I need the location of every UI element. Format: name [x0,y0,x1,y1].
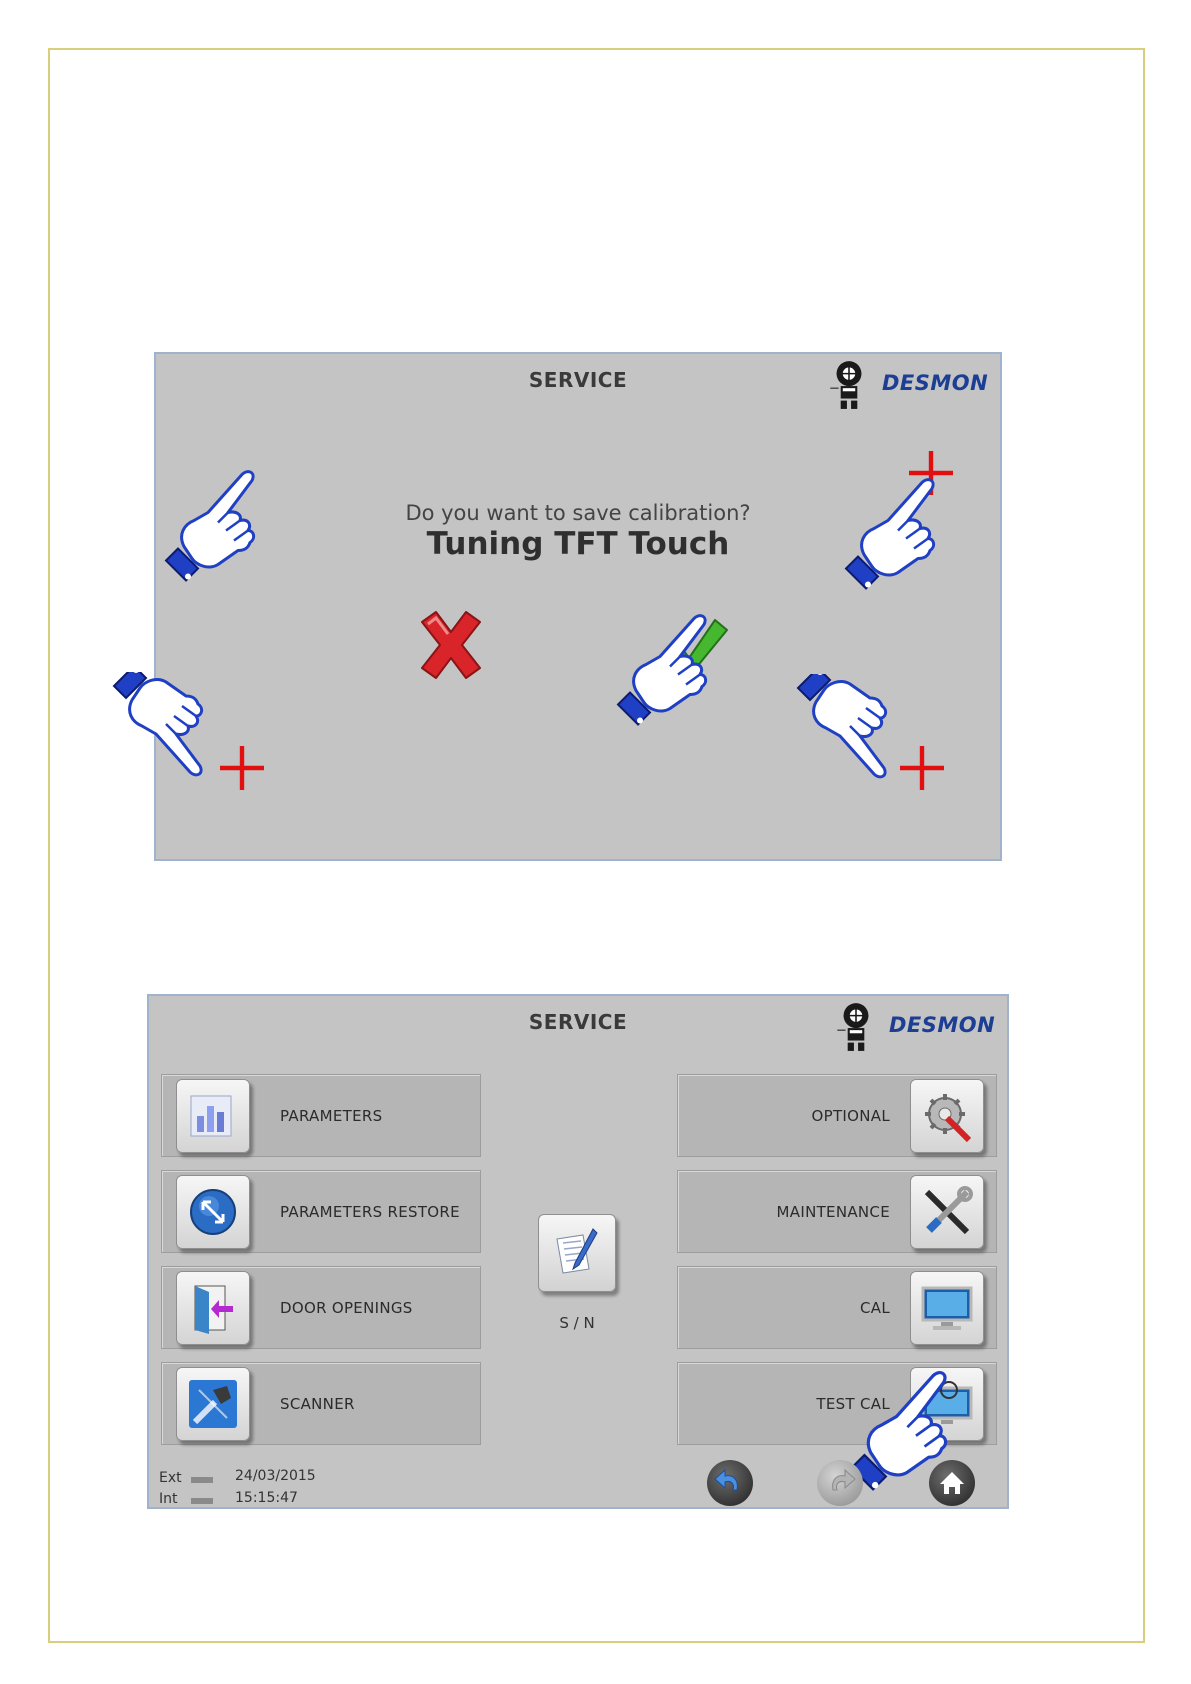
back-icon [707,1460,753,1506]
date-display: 24/03/2015 [235,1468,316,1484]
red-x-icon[interactable] [414,608,488,682]
desmon-logo [824,357,994,411]
forward-button[interactable] [817,1460,863,1506]
desmon-logo [831,999,1001,1053]
logo-text: DESMON [889,1013,996,1037]
button-label: SCANNER [280,1395,355,1413]
desmon-mascot-icon [824,357,874,411]
gear-wrench-icon [910,1079,984,1153]
button-label: MAINTENANCE [776,1203,890,1221]
maintenance-button[interactable] [677,1170,997,1253]
ext-label: Ext [159,1470,182,1486]
button-label: DOOR OPENINGS [280,1299,413,1317]
serial-number-label: S / N [559,1314,595,1332]
home-icon [929,1460,975,1506]
button-label: PARAMETERS RESTORE [280,1203,460,1221]
notebook-icon [549,1225,605,1281]
crosshair-bottom-left[interactable] [220,746,264,790]
forward-icon [817,1460,863,1506]
calibration-question: Do you want to save calibration? [405,501,751,525]
door-openings-button[interactable] [161,1266,481,1349]
pointing-hand-icon [610,606,720,736]
chart-icon [176,1079,250,1153]
int-label: Int [159,1491,178,1507]
pointing-hand-icon [838,470,948,600]
screen-title: SERVICE [528,368,628,392]
tools-icon [176,1367,250,1441]
restore-icon [176,1175,250,1249]
monitor-icon [910,1271,984,1345]
door-icon [176,1271,250,1345]
home-button[interactable] [929,1460,975,1506]
optional-button[interactable] [677,1074,997,1157]
parameters-restore-button[interactable] [161,1170,481,1253]
logo-text: DESMON [882,371,989,395]
pointing-hand-icon [790,674,910,784]
service-screen [147,994,1009,1509]
button-label: PARAMETERS [280,1107,383,1125]
wrench-screwdriver-icon [910,1175,984,1249]
serial-number-button[interactable] [538,1214,616,1292]
cal-button[interactable] [677,1266,997,1349]
screen-title: SERVICE [528,1010,628,1034]
pointing-hand-icon [106,672,226,782]
desmon-mascot-icon [831,999,881,1053]
time-display: 15:15:47 [235,1490,298,1506]
scanner-button[interactable] [161,1362,481,1445]
crosshair-bottom-right[interactable] [900,746,944,790]
button-label: OPTIONAL [811,1107,890,1125]
button-label: CAL [860,1299,890,1317]
button-label: TEST CAL [816,1395,890,1413]
parameters-button[interactable] [161,1074,481,1157]
back-button[interactable] [707,1460,753,1506]
ext-indicator [191,1477,213,1483]
calibration-heading: Tuning TFT Touch [426,526,730,562]
calibration-screen [154,352,1002,861]
int-indicator [191,1498,213,1504]
pointing-hand-icon [158,462,268,592]
